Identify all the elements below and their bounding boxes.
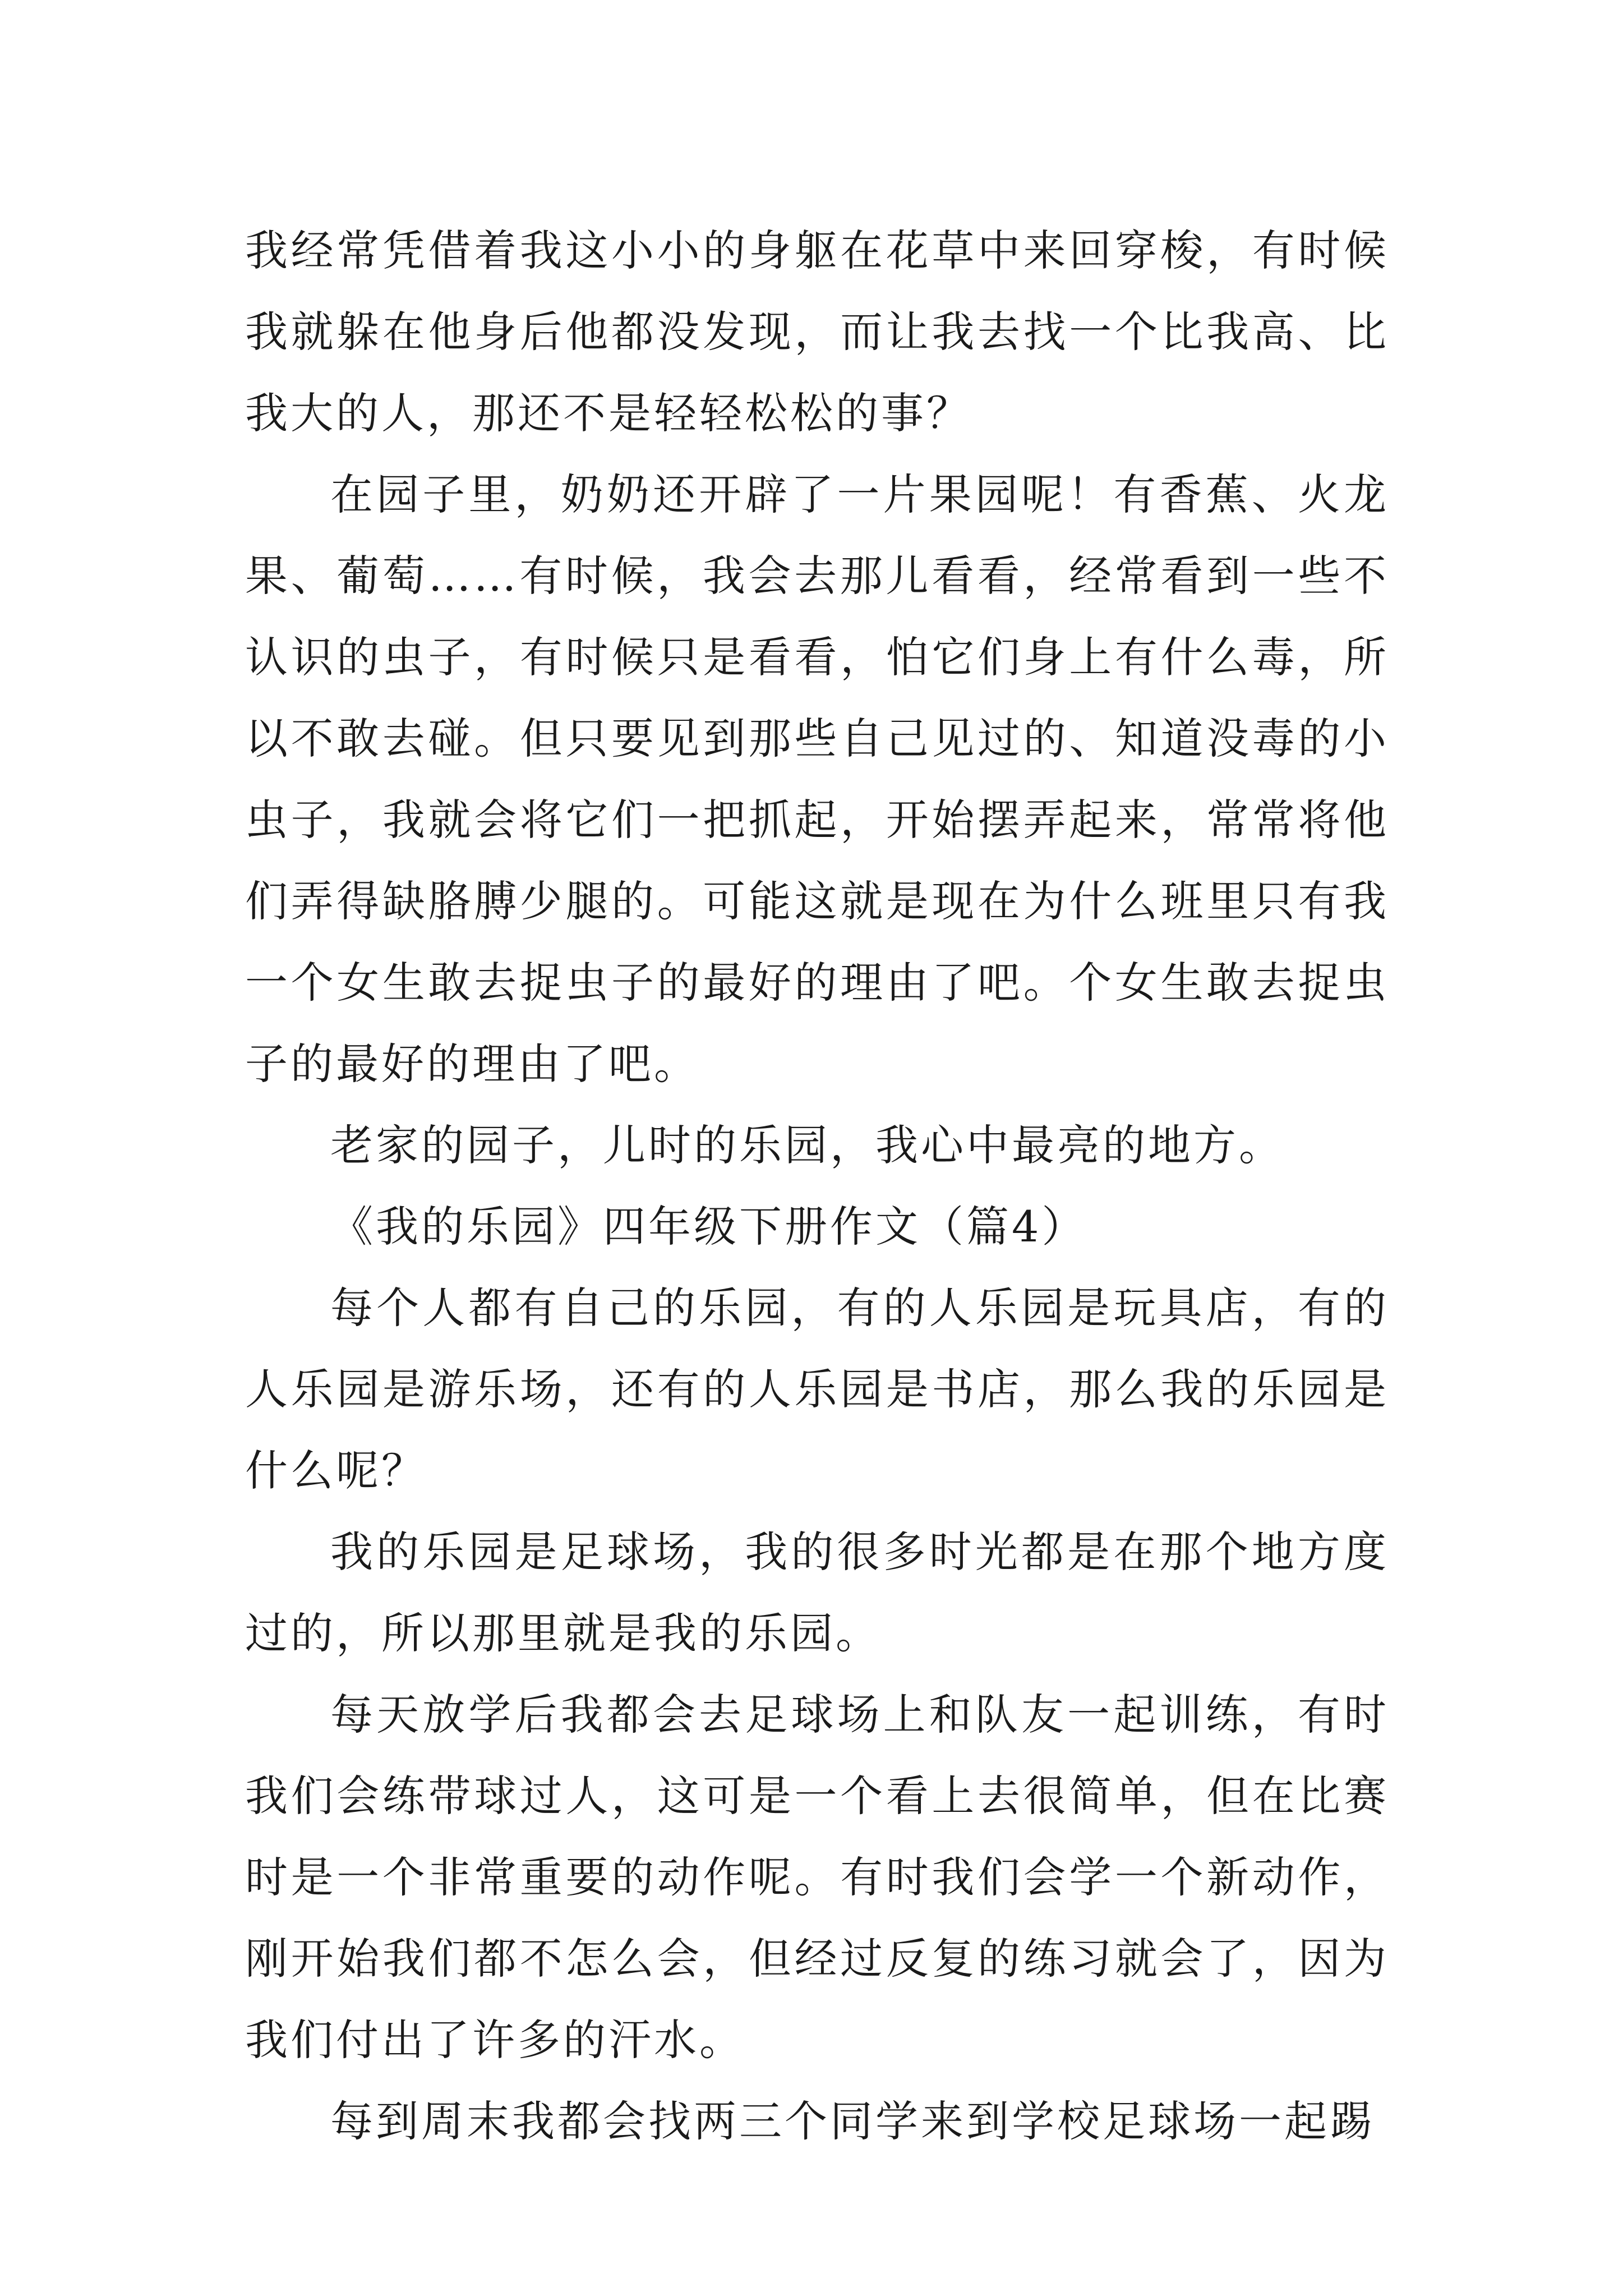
- paragraph-training: 每天放学后我都会去足球场上和队友一起训练，有时我们会练带球过人，这可是一个看上去很简单，但在比赛时是一个非常重要的动作呢。有时我们会学一个新动作，刚开始我们都不怎么会，但经过反复的练习就会了，因为我们付出了许多的汗水。: [245, 1690, 1389, 2065]
- paragraph-orchard: 在园子里，奶奶还开辟了一片果园呢！有香蕉、火龙果、葡萄……有时候，我会去那儿看看，经常看到一些不认识的虫子，有时候只是看看，怕它们身上有什么毒，所以不敢去碰。但只要见到那些自己见过的、知道没毒的小虫子，我就会将它们一把抓起，开始摆弄起来，常常将他们弄得缺胳膊少腿的。可能这就是现在为什么班里只有我一个女生敢去捉虫子的最好的理由了吧。个女生敢去捉虫子的最好的理由了吧。: [245, 470, 1389, 1089]
- essay-title: 《我的乐园》四年级下册作文（篇4）: [330, 1202, 1087, 1251]
- paragraph-weekend: 每到周末我都会找两三个同学来到学校足球场一起踢: [330, 2096, 1375, 2146]
- paragraph-conclusion: 老家的园子，儿时的乐园，我心中最亮的地方。: [330, 1120, 1284, 1170]
- body-text: [245, 210, 1389, 2162]
- paragraph-continued: 我经常凭借着我这小小的身躯在花草中来回穿梭，有时候我就躲在他身后他都没发现，而让我去找一个比我高、比我大的人，那还不是轻轻松松的事？: [245, 226, 1389, 438]
- paragraph-intro: 每个人都有自己的乐园，有的人乐园是玩具店，有的人乐园是游乐场，还有的人乐园是书店，那么我的乐园是什么呢？: [245, 1283, 1389, 1496]
- paragraph-football-field: 我的乐园是足球场，我的很多时光都是在那个地方度过的，所以那里就是我的乐园。: [245, 1527, 1389, 1658]
